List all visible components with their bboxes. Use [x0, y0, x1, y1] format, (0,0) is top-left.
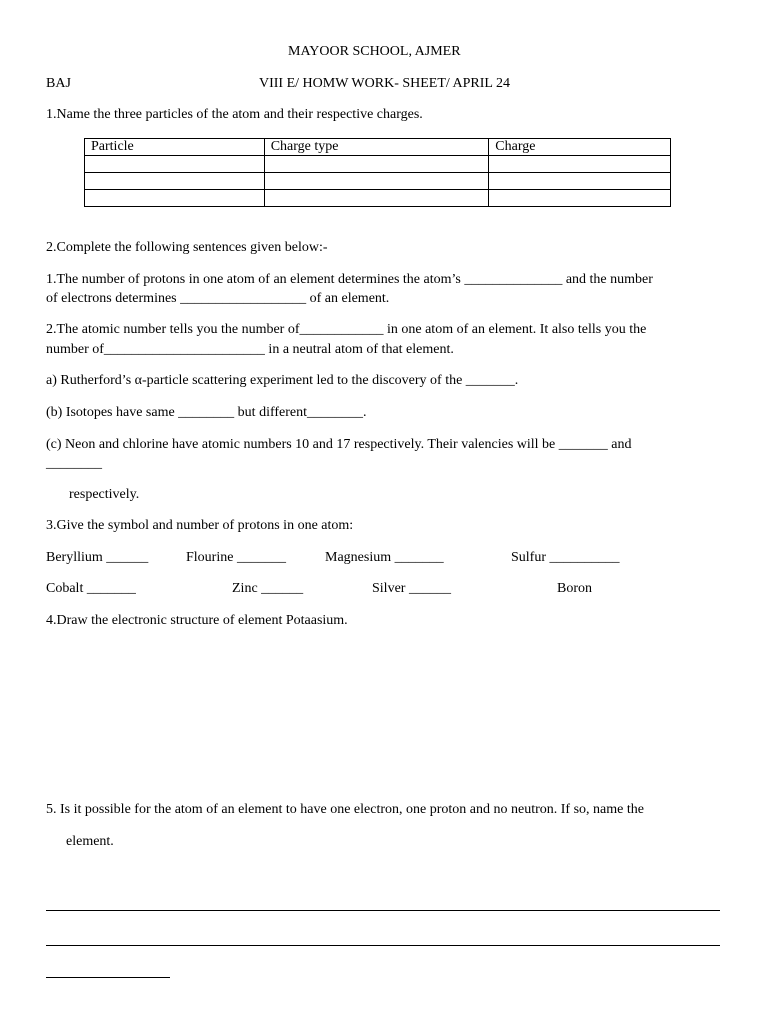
- sentence-a: a) Rutherford’s α-particle scattering experiment led to the discovery of the _______.: [46, 373, 519, 388]
- sentence-2-line-1: 2.The atomic number tells you the number of____________ in one atom of an element. It also tells you the: [46, 322, 647, 337]
- section-code: BAJ: [46, 76, 71, 91]
- table-row: [85, 173, 671, 190]
- element-cobalt: Cobalt _______: [46, 581, 136, 596]
- question-4: 4.Draw the electronic structure of element Potaasium.: [46, 613, 348, 628]
- sentence-c-line-1: (c) Neon and chlorine have atomic numbers 10 and 17 respectively. Their valencies will be _______ and: [46, 437, 632, 452]
- sheet-title: VIII E/ HOMW WORK- SHEET/ APRIL 24: [259, 76, 510, 91]
- element-sulfur: Sulfur __________: [511, 550, 620, 565]
- sentence-2-line-2: number of_______________________ in a neutral atom of that element.: [46, 342, 454, 357]
- table-cell[interactable]: [85, 156, 265, 173]
- table-header-charge: Charge: [489, 139, 671, 156]
- table-header-charge-type: Charge type: [264, 139, 489, 156]
- answer-line-1[interactable]: [46, 910, 720, 911]
- table-row: [85, 190, 671, 207]
- particles-table: [84, 138, 671, 207]
- table-cell[interactable]: [264, 173, 489, 190]
- sentence-1-line-1: 1.The number of protons in one atom of an element determines the atom’s ______________ and the number: [46, 272, 653, 287]
- sentence-c-line-3: respectively.: [69, 487, 140, 502]
- school-name: MAYOOR SCHOOL, AJMER: [288, 44, 461, 59]
- question-1: 1.Name the three particles of the atom and their respective charges.: [46, 107, 423, 122]
- table-cell[interactable]: [264, 190, 489, 207]
- table-header-row: [85, 139, 671, 156]
- table-cell[interactable]: [489, 190, 671, 207]
- answer-line-2[interactable]: [46, 945, 720, 946]
- element-boron: Boron: [557, 581, 592, 596]
- table-cell[interactable]: [85, 190, 265, 207]
- table-header-particle: Particle: [85, 139, 265, 156]
- question-3-heading: 3.Give the symbol and number of protons in one atom:: [46, 518, 354, 533]
- answer-line-3[interactable]: [46, 977, 170, 978]
- question-5-line-1: 5. Is it possible for the atom of an element to have one electron, one proton and no neutron. If so, name the: [46, 802, 644, 817]
- sentence-1-line-2: of electrons determines __________________ of an element.: [46, 291, 390, 306]
- question-5-line-2: element.: [66, 834, 114, 849]
- table-cell[interactable]: [489, 173, 671, 190]
- element-silver: Silver ______: [372, 581, 451, 596]
- element-beryllium: Beryllium ______: [46, 550, 149, 565]
- sentence-b: (b) Isotopes have same ________ but different________.: [46, 405, 367, 420]
- table-cell[interactable]: [264, 156, 489, 173]
- element-flourine: Flourine _______: [186, 550, 286, 565]
- table-row: [85, 156, 671, 173]
- element-magnesium: Magnesium _______: [325, 550, 444, 565]
- element-zinc: Zinc ______: [232, 581, 304, 596]
- table-cell[interactable]: [85, 173, 265, 190]
- question-2-heading: 2.Complete the following sentences given below:-: [46, 240, 328, 255]
- sentence-c-line-2: ________: [46, 456, 102, 471]
- table-cell[interactable]: [489, 156, 671, 173]
